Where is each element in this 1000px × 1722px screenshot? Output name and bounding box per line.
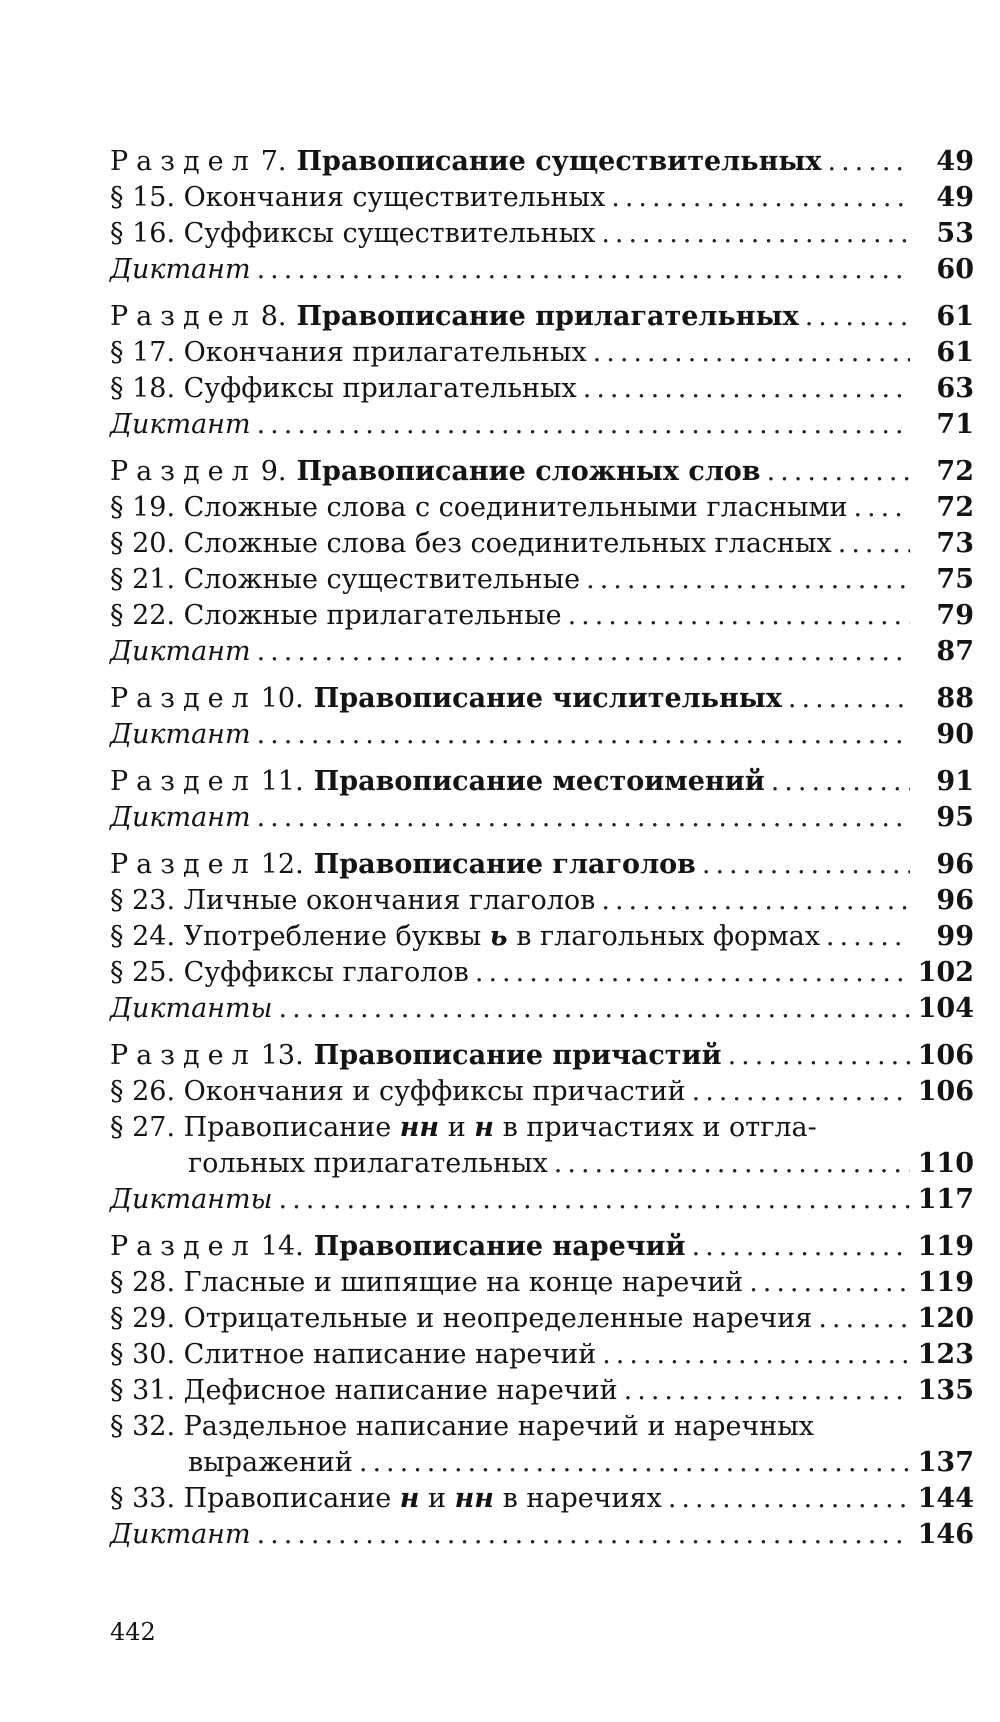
dot-leader [586, 562, 910, 598]
page-ref: 102 [917, 957, 974, 988]
entry-label: § 17. Окончания прилагательных [110, 337, 587, 368]
page-ref: 106 [917, 1040, 974, 1071]
page-ref: 110 [917, 1148, 974, 1179]
page-ref: 104 [917, 993, 974, 1024]
toc-section [110, 299, 974, 443]
section-heading-label [110, 1229, 686, 1265]
paragraph-entry [110, 1110, 974, 1182]
dictation-entry [110, 717, 974, 753]
section-word: Раздел [110, 849, 257, 880]
section-number: 9. [260, 456, 287, 487]
dot-leader [853, 490, 910, 526]
paragraph-entry [110, 883, 974, 919]
page-ref: 71 [936, 409, 974, 440]
dictation-entry [110, 252, 974, 288]
entry-label: Диктант [110, 802, 251, 833]
page-ref: 79 [936, 600, 974, 631]
page-ref: 146 [917, 1519, 974, 1550]
page-ref: 96 [936, 885, 974, 916]
label-text: и [439, 1112, 475, 1143]
section-word: Раздел [110, 1231, 257, 1262]
page-ref: 63 [936, 373, 974, 404]
dot-leader [692, 1229, 910, 1265]
page-ref: 137 [917, 1447, 974, 1478]
entry-label: § 32. Раздельное написание наречий и наречных [110, 1411, 814, 1442]
paragraph-entry [110, 335, 974, 371]
letter-emphasis: нн [399, 1112, 440, 1143]
dot-leader [359, 1445, 910, 1481]
dot-leader [593, 335, 910, 371]
section-number: 12. [260, 849, 304, 880]
section-heading-label [110, 764, 765, 800]
page-ref: 90 [936, 719, 974, 750]
paragraph-entry [110, 1409, 974, 1481]
entry-label: § 28. Гласные и шипящие на конце наречий [110, 1267, 744, 1298]
dot-leader [788, 681, 910, 717]
section-title: Правописание наречий [313, 1231, 686, 1262]
entry-label: § 16. Суффиксы существительных [110, 218, 596, 249]
paragraph-entry [110, 490, 974, 526]
paragraph-entry [110, 180, 974, 216]
section-title: Правописание причастий [313, 1040, 722, 1071]
dot-leader [554, 1146, 910, 1182]
toc-section [110, 1229, 974, 1553]
toc-section [110, 144, 974, 288]
label-text: выражений [188, 1447, 353, 1478]
letter-emphasis: ь [489, 921, 508, 952]
entry-label: § 23. Личные окончания глаголов [110, 885, 596, 916]
paragraph-entry [110, 1074, 974, 1110]
section-heading [110, 454, 974, 490]
dot-leader [601, 883, 910, 919]
section-number: 10. [260, 683, 304, 714]
page-ref: 99 [936, 921, 974, 952]
page-ref: 49 [936, 182, 974, 213]
dot-leader [805, 299, 910, 335]
page-ref: 95 [936, 802, 974, 833]
page-ref: 87 [936, 636, 974, 667]
section-heading-label [110, 847, 696, 883]
label-text: § 24. Употребление буквы [110, 921, 490, 952]
label-text: гольных прилагательных [188, 1148, 548, 1179]
section-number: 7. [260, 146, 287, 177]
entry-label: Диктанты [110, 993, 273, 1024]
page-ref: 72 [936, 456, 974, 487]
dictation-entry [110, 1517, 974, 1553]
dot-leader [749, 1265, 910, 1301]
label-text: и [419, 1483, 455, 1514]
section-heading [110, 299, 974, 335]
page-ref: 120 [917, 1303, 974, 1334]
section-title: Правописание местоимений [313, 766, 765, 797]
section-heading [110, 1038, 974, 1074]
paragraph-entry [110, 1301, 974, 1337]
section-heading [110, 847, 974, 883]
entry-label: Диктант [110, 1519, 251, 1550]
paragraph-entry [110, 526, 974, 562]
page-ref: 123 [917, 1339, 974, 1370]
dot-leader [624, 1373, 910, 1409]
dot-leader [257, 407, 910, 443]
section-title: Правописание глаголов [313, 849, 696, 880]
dot-leader [568, 598, 910, 634]
page-ref: 106 [917, 1076, 974, 1107]
section-heading-label [110, 454, 761, 490]
dictation-entry [110, 991, 974, 1027]
table-of-contents [110, 144, 974, 1564]
section-title: Правописание прилагательных [296, 301, 799, 332]
section-heading-label [110, 144, 822, 180]
dot-leader [279, 1182, 910, 1218]
page-ref: 96 [936, 849, 974, 880]
dot-leader [611, 180, 910, 216]
section-number: 11. [260, 766, 304, 797]
section-number: 13. [260, 1040, 304, 1071]
entry-label: § 25. Суффиксы глаголов [110, 957, 469, 988]
dot-leader [668, 1481, 910, 1517]
toc-section [110, 1038, 974, 1218]
entry-label: § 20. Сложные слова без соединительных гласных [110, 528, 832, 559]
toc-section [110, 681, 974, 753]
paragraph-entry [110, 371, 974, 407]
entry-label: § 18. Суффиксы прилагательных [110, 373, 577, 404]
paragraph-entry [110, 216, 974, 252]
entry-label: § 29. Отрицательные и неопределенные наречия [110, 1303, 813, 1334]
dot-leader [279, 991, 910, 1027]
section-word: Раздел [110, 146, 257, 177]
section-heading-label [110, 1038, 722, 1074]
page-ref: 60 [936, 254, 974, 285]
section-title: Правописание сложных слов [296, 456, 761, 487]
dictation-entry [110, 407, 974, 443]
section-word: Раздел [110, 456, 257, 487]
page-ref: 49 [936, 146, 974, 177]
dot-leader [728, 1038, 910, 1074]
toc-section [110, 764, 974, 836]
page-ref: 73 [936, 528, 974, 559]
entry-label: Диктант [110, 409, 251, 440]
entry-label: Диктант [110, 636, 251, 667]
page-ref: 117 [917, 1184, 974, 1215]
entry-label: § 30. Слитное написание наречий [110, 1339, 597, 1370]
label-text: в наречиях [493, 1483, 662, 1514]
dot-leader [475, 955, 910, 991]
dot-leader [692, 1074, 910, 1110]
dictation-entry [110, 634, 974, 670]
dot-leader [257, 717, 910, 753]
dot-leader [601, 216, 910, 252]
paragraph-entry [110, 955, 974, 991]
section-heading-label [110, 681, 782, 717]
entry-label [110, 919, 820, 955]
dot-leader [602, 1337, 910, 1373]
dot-leader [838, 526, 910, 562]
section-heading [110, 764, 974, 800]
entry-label: § 19. Сложные слова с соединительными гласными [110, 492, 848, 523]
entry-continuation [110, 1146, 974, 1182]
toc-section [110, 847, 974, 1027]
dot-leader [828, 144, 910, 180]
entry-label: Диктанты [110, 1184, 273, 1215]
page-ref: 135 [917, 1375, 974, 1406]
entry-label: Диктант [110, 719, 251, 750]
dot-leader [702, 847, 910, 883]
paragraph-entry [110, 598, 974, 634]
page-ref: 61 [936, 337, 974, 368]
letter-emphasis: нн [454, 1483, 494, 1514]
section-title: Правописание числительных [313, 683, 782, 714]
section-word: Раздел [110, 301, 257, 332]
page-ref: 91 [936, 766, 974, 797]
label-text: § 27. Правописание [110, 1112, 400, 1143]
page-ref: 144 [917, 1483, 974, 1514]
page-ref: 119 [917, 1231, 974, 1262]
entry-continuation [110, 1445, 974, 1481]
toc-section [110, 454, 974, 670]
section-word: Раздел [110, 683, 257, 714]
paragraph-entry [110, 1373, 974, 1409]
section-heading [110, 144, 974, 180]
paragraph-entry [110, 562, 974, 598]
dictation-entry [110, 800, 974, 836]
dot-leader [818, 1301, 910, 1337]
paragraph-entry [110, 1265, 974, 1301]
dot-leader [257, 800, 910, 836]
entry-label: § 15. Окончания существительных [110, 182, 606, 213]
page-ref: 61 [936, 301, 974, 332]
label-text: в глагольных формах [507, 921, 820, 952]
entry-label: Диктант [110, 254, 251, 285]
dot-leader [767, 454, 910, 490]
section-word: Раздел [110, 766, 257, 797]
section-number: 14. [260, 1231, 304, 1262]
page-ref: 53 [936, 218, 974, 249]
page-ref: 119 [917, 1267, 974, 1298]
dot-leader [583, 371, 910, 407]
dot-leader [257, 634, 910, 670]
label-text: § 33. Правописание [110, 1483, 400, 1514]
section-heading [110, 681, 974, 717]
entry-label: § 31. Дефисное написание наречий [110, 1375, 618, 1406]
entry-label [110, 1481, 662, 1517]
page-ref: 88 [936, 683, 974, 714]
letter-emphasis: н [399, 1483, 420, 1514]
page-ref: 72 [936, 492, 974, 523]
section-heading [110, 1229, 974, 1265]
entry-label: § 26. Окончания и суффиксы причастий [110, 1076, 686, 1107]
section-number: 8. [260, 301, 287, 332]
paragraph-entry [110, 1337, 974, 1373]
dot-leader [257, 1517, 910, 1553]
dot-leader [826, 919, 910, 955]
label-text: в причастиях и отгла- [493, 1112, 817, 1143]
dictation-entry [110, 1182, 974, 1218]
section-title: Правописание существительных [296, 146, 822, 177]
entry-label [110, 1110, 974, 1146]
dot-leader [771, 764, 910, 800]
section-heading-label [110, 299, 799, 335]
section-word: Раздел [110, 1040, 257, 1071]
entry-label: § 21. Сложные существительные [110, 564, 581, 595]
letter-emphasis: н [474, 1112, 494, 1143]
page-number: 442 [110, 1618, 156, 1646]
page-ref: 75 [936, 564, 974, 595]
paragraph-entry [110, 1481, 974, 1517]
entry-label: § 22. Сложные прилагательные [110, 600, 562, 631]
paragraph-entry [110, 919, 974, 955]
dot-leader [257, 252, 910, 288]
